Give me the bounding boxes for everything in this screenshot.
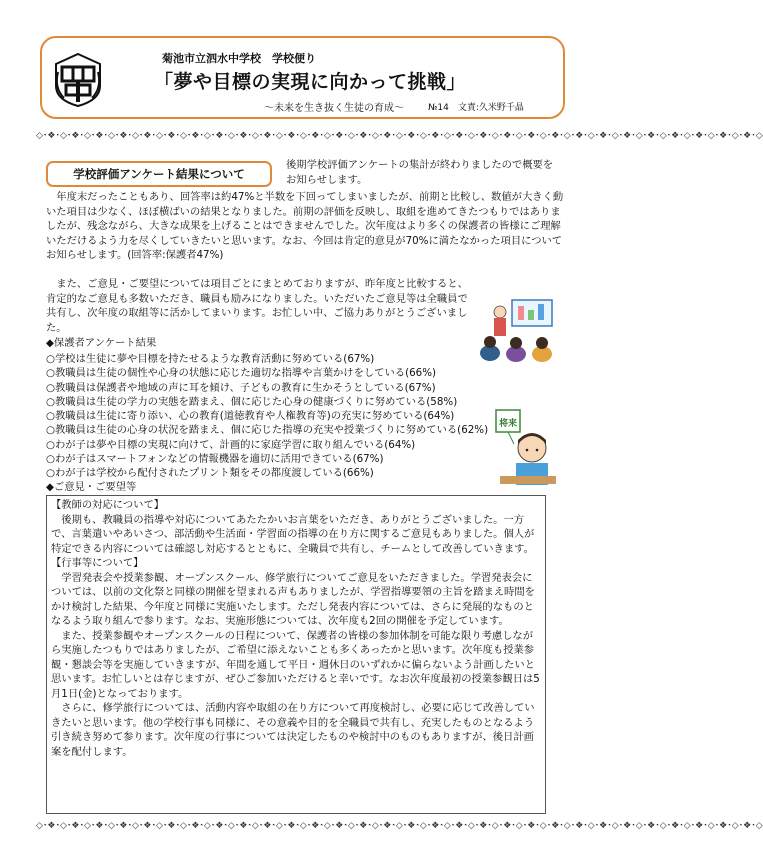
survey-item: ○教職員は生徒の個性や心身の状態に応じた適切な指導や言葉かけをしている(66%) — [46, 367, 436, 380]
box-heading-teachers: 【教師の対応について】 — [51, 499, 165, 511]
survey-item: ○教職員は生徒に寄り添い、心の教育(道徳教育や人権教育等)の充実に努めている(64%) — [46, 410, 455, 423]
survey-item: ○教職員は生徒の心身の状況を踏まえ、個に応じた指導の充実や授業づくりに努めている(62%) — [46, 424, 489, 437]
newsletter-title: 「夢や目標の実現に向かって挑戦」 — [154, 71, 467, 93]
survey-item: ○教職員は保護者や地域の声に耳を傾け、子どもの教育に生かそうとしている(67%) — [46, 381, 436, 394]
opinions-box — [46, 495, 546, 814]
school-emblem-icon — [52, 52, 104, 108]
survey-item: ○わが子は夢や目標の実現に向けて、計画的に家庭学習に取り組んでいる(64%) — [46, 438, 416, 451]
survey-results-list — [46, 352, 496, 481]
intro-text: 後期学校評価アンケートの集計が終わりましたので概要をお知らせします。 — [286, 159, 554, 186]
opinions-heading: ◆ご意見・ご要望等 — [46, 481, 137, 493]
paragraph-results: 年度末だったこともあり、回答率は約47%と半数を下回ってしまいましたが、前期と比較し、数値が大きく動いた項目は少なく、ほぼ横ばいの結果となりました。前期の評価を反映し、取組を進めてきたつもりではありましたが、残念ながら、大きな成果を上げることはできませんでした。次年度はより多くの保護者の皆様にご理解いただけるよう力を尽くしていきたいと思います。なお、今回は肯定的意見が70%に満たなかった項目についてお知らせします。(回答率:保護者47%) — [46, 191, 564, 261]
survey-item: ○教職員は生徒の学力の実態を踏まえ、個に応じた心身の健康づくりに努めている(58%) — [46, 395, 458, 408]
issue-info: №14 文責:久米野千晶 — [428, 103, 524, 113]
divider-bottom: ◇･❖･◇･❖･◇･❖･◇･❖･◇･❖･◇･❖･◇･❖･◇･❖･◇･❖･◇･❖･◇･❖･◇･❖･◇･❖･◇･❖･◇･❖･◇･❖･◇･❖･◇･❖･◇･❖･◇･❖･◇･❖･◇･❖･◇･❖･◇･❖･◇･❖･◇･❖･◇･❖･◇･❖･◇･❖･◇･❖･◇ — [36, 821, 763, 831]
box-paragraph-visits: また、授業参観やオープンスクールの日程について、保護者の皆様の参加体制を可能な限り考慮しながら実施したつもりではありましたが、ご希望に添えないことも多くあったかと思います。次年度も授業参観・懇談会等を実施していきますが、年間を通して平日・週休日のいずれかに偏らないよう計画したいと思います。お忙しいとは存じますが、ぜひご参加いただけると幸いです。なお次年度最初の授業参観日は5月1日(金)となっております。 — [51, 629, 540, 700]
box-heading-events: 【行事等について】 — [51, 557, 144, 569]
section-title: 学校評価アンケート結果について — [46, 161, 272, 187]
survey-item: ○学校は生徒に夢や目標を持たせるような教育活動に努めている(67%) — [46, 353, 375, 365]
survey-heading: ◆保護者アンケート結果 — [46, 337, 157, 349]
newsletter-subtitle: ～未来を生き抜く生徒の育成～ — [264, 103, 404, 114]
box-paragraph-events: 学習発表会や授業参観、オープンスクール、修学旅行についてご意見をいただきました。学習発表会については、以前の文化祭と同様の開催を望まれる声もありましたが、学習指導要領の主旨を踏まえ時間をかけ検討した結果、今年度と同様に実施いたします。ただし発表内容については、さらに発展的なものとなるよう取り組んで参ります。なお、実施形態については、次年度も2回の開催を予定しています。 — [51, 571, 535, 627]
paragraph-opinions: また、ご意見・ご要望については項目ごとにまとめておりますが、昨年度と比較すると、肯定的なご意見も多数いただき、職員も励みになりました。いただいたご意見等は全職員で共有し、次年度の取組等に活かしてまいります。お忙しい中、ご協力ありがとうございました。 — [46, 278, 468, 334]
box-paragraph-trip: さらに、修学旅行については、活動内容や取組の在り方について再度検討し、必要に応じて改善していきたいと思います。他の学校行事も同様に、その意義や目的を全職員で共有し、充実したものとなるよう引き続き努めて参ります。次年度の行事については決定したものや検討中のものもありますが、後日計画案を配付します。 — [51, 702, 535, 758]
survey-item: ○わが子はスマートフォンなどの情報機器を適切に活用できている(67%) — [46, 453, 384, 466]
divider-top: ◇･❖･◇･❖･◇･❖･◇･❖･◇･❖･◇･❖･◇･❖･◇･❖･◇･❖･◇･❖･◇･❖･◇･❖･◇･❖･◇･❖･◇･❖･◇･❖･◇･❖･◇･❖･◇･❖･◇･❖･◇･❖･◇･❖･◇･❖･◇･❖･◇･❖･◇･❖･◇･❖･◇･❖･◇･❖･◇･❖･◇ — [36, 131, 763, 141]
box-paragraph-teachers: 後期も、教職員の指導や対応についてあたたかいお言葉をいただき、ありがとうございました。一方で、言葉遣いやあいさつ、部活動や生活面・学習面の指導の在り方に関するご意見もありました。個人が特定できる内容については確認し対応するとともに、全職員で共有し、チームとして改善していきます。 — [51, 513, 535, 555]
newsletter-header — [40, 36, 565, 119]
school-name: 菊池市立泗水中学校 学校便り — [162, 52, 316, 65]
survey-item: ○わが子は学校から配付されたプリント類をその都度渡している(66%) — [46, 467, 374, 480]
future-sign-text: 将来 — [498, 419, 518, 429]
thinking-student-illustration-icon — [492, 408, 558, 490]
